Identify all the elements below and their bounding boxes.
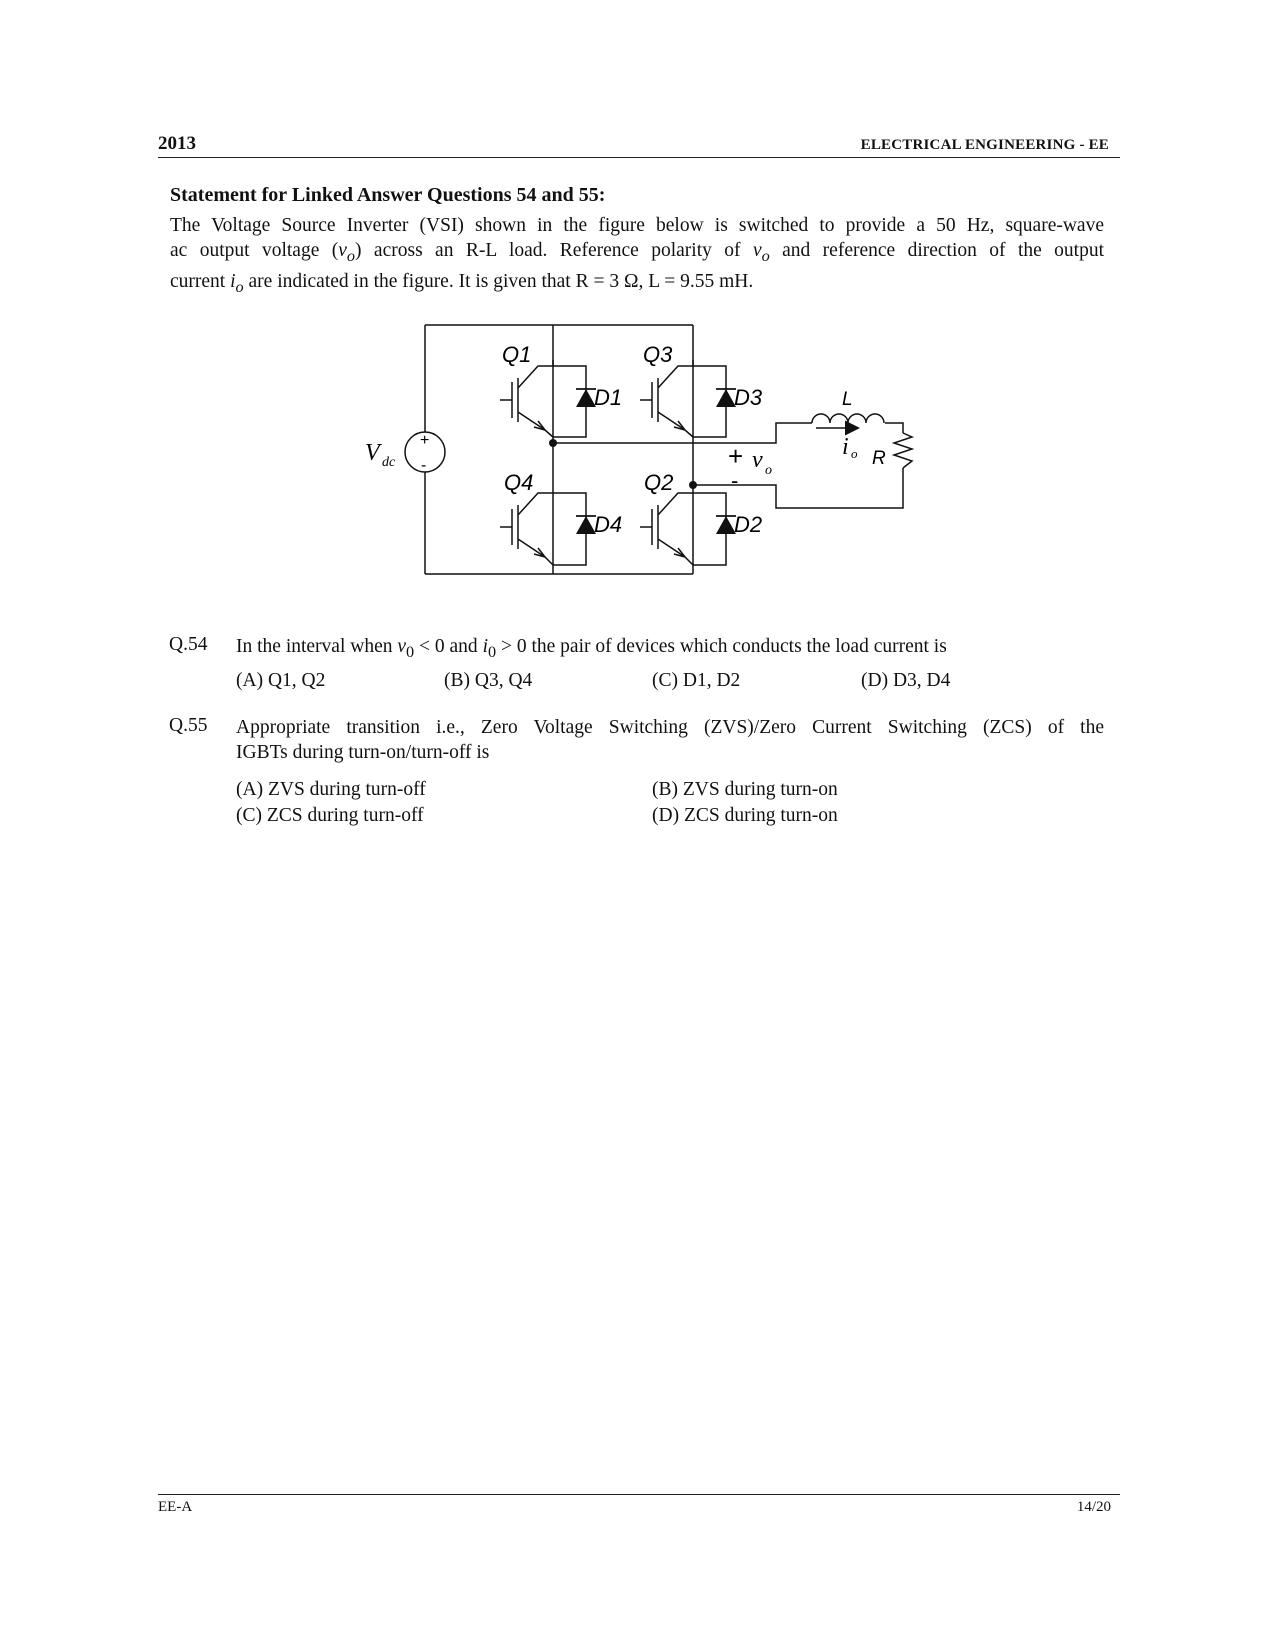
statement-paragraph <box>170 213 1104 300</box>
text-segment: and <box>449 636 483 657</box>
load-return-wire <box>693 468 903 508</box>
q54-text <box>236 634 1116 665</box>
v0-symbol: v <box>397 636 407 657</box>
q54-option-b[interactable]: (B) Q3, Q4 <box>444 670 533 691</box>
label-io: i <box>842 434 849 460</box>
footer-page-number: 14/20 <box>1076 1499 1111 1515</box>
diode-d2 <box>716 516 736 534</box>
vo-subscript: o <box>761 246 770 265</box>
v0-subscript: 0 <box>406 642 415 661</box>
switch-q1 <box>500 360 586 437</box>
switch-q4 <box>500 493 586 565</box>
source-plus: + <box>420 432 430 449</box>
vo-minus: - <box>731 468 739 493</box>
label-vo: v <box>752 447 763 473</box>
diode-d1 <box>576 389 596 407</box>
vsi-circuit-diagram <box>340 300 920 590</box>
text-segment: < 0 <box>414 636 450 657</box>
label-d2: D2 <box>734 512 763 537</box>
text-segment: are indicated in the figure. It is given that <box>243 270 576 292</box>
q55-number: Q.55 <box>169 715 208 736</box>
text-segment: and reference direction of the output <box>769 240 1104 261</box>
node-a-dot <box>549 439 557 447</box>
vo-symbol: v <box>752 240 762 261</box>
q55-option-a[interactable]: (A) ZVS during turn-off <box>236 779 426 800</box>
q54-option-d[interactable]: (D) D3, D4 <box>861 670 951 691</box>
statement-line-1: The Voltage Source Inverter (VSI) shown in the figure below is switched to provide a 50 Hz, square-wave <box>170 215 1104 236</box>
q55-option-d[interactable]: (D) ZCS during turn-on <box>652 805 838 826</box>
label-d4: D4 <box>594 512 623 537</box>
label-q3: Q3 <box>643 342 673 367</box>
q55-option-c[interactable]: (C) ZCS during turn-off <box>236 805 424 826</box>
vo-subscript: o <box>346 246 356 265</box>
header-year: 2013 <box>158 133 196 154</box>
label-d1: D1 <box>594 385 623 410</box>
text-segment: current <box>170 270 231 292</box>
inductor <box>812 414 884 423</box>
i0-subscript: 0 <box>487 642 497 661</box>
switch-q3 <box>640 360 726 437</box>
label-q1: Q1 <box>502 342 532 367</box>
label-vdc-sub: dc <box>382 455 396 470</box>
text-segment: In the interval when <box>236 636 398 657</box>
header-rule <box>158 157 1120 158</box>
diode-d4 <box>576 516 596 534</box>
io-symbol: i <box>230 270 236 292</box>
header-subject: ELECTRICAL ENGINEERING - EE <box>860 137 1109 153</box>
vo-symbol: v <box>338 240 347 261</box>
vo-plus: + <box>728 441 744 471</box>
text-segment: > 0 <box>496 636 527 657</box>
switch-q2 <box>640 493 726 565</box>
label-inductor: L <box>842 389 853 410</box>
text-segment: ) across an R-L load. Reference polarity of <box>355 240 753 261</box>
label-io-sub: o <box>851 446 858 461</box>
q55-option-b[interactable]: (B) ZVS during turn-on <box>652 779 838 800</box>
given-values: R = 3 Ω, L = 9.55 mH. <box>575 270 754 292</box>
text-segment: the pair of devices which conducts the load current is <box>526 636 947 657</box>
label-q4: Q4 <box>504 470 534 495</box>
statement-line-3 <box>170 269 1104 300</box>
i0-symbol: i <box>482 636 488 657</box>
text-segment: ac output voltage ( <box>170 240 339 261</box>
node-b-dot <box>689 481 697 489</box>
statement-title: Statement for Linked Answer Questions 54 and 55: <box>170 184 606 206</box>
q54-number: Q.54 <box>169 634 208 655</box>
io-subscript: o <box>235 277 244 296</box>
q55-line-2: IGBTs during turn-on/turn-off is <box>236 742 490 763</box>
load-right-wire <box>885 423 903 433</box>
label-resistor: R <box>872 448 886 469</box>
label-d3: D3 <box>734 385 763 410</box>
resistor <box>894 433 912 468</box>
q54-option-a[interactable]: (A) Q1, Q2 <box>236 670 326 691</box>
footer-rule <box>158 1494 1120 1495</box>
q55-line-1: Appropriate transition i.e., Zero Voltage Switching (ZVS)/Zero Current Switching (ZCS) of the <box>236 717 1104 738</box>
diode-d3 <box>716 389 736 407</box>
label-q2: Q2 <box>644 470 674 495</box>
footer-code: EE-A <box>158 1499 193 1515</box>
source-minus: - <box>421 457 427 474</box>
q54-option-c[interactable]: (C) D1, D2 <box>652 670 741 691</box>
label-vdc: V <box>365 440 380 466</box>
statement-line-2 <box>170 238 1104 269</box>
label-vo-sub: o <box>765 463 772 478</box>
q55-text <box>236 715 1104 765</box>
